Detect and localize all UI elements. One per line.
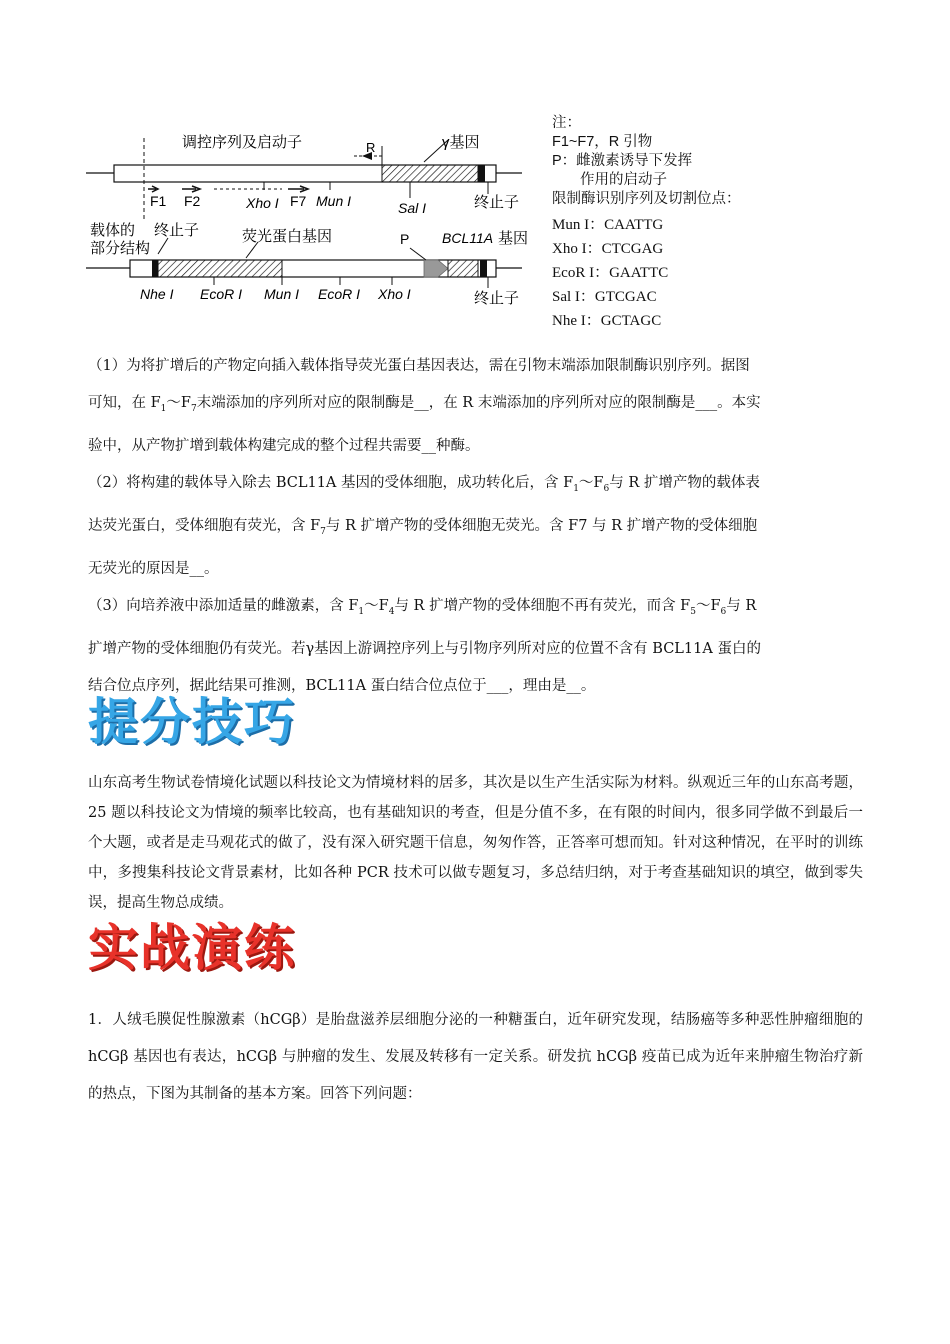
label-p: P: [400, 231, 410, 247]
questions-block: [88, 348, 863, 705]
q1-line-b: 可知，在 $F_1\sim F_7$末端添加的序列所对应的限制酶是__，在 R 末端添加的序列所对应的限制酶是___。本实: [88, 395, 761, 414]
label-terminator-top: 终止子: [474, 194, 520, 211]
enzyme-ecor: EcoR I：GAATTC: [552, 265, 669, 281]
label-fluorescent: 荧光蛋白基因: [242, 228, 333, 245]
tips-banner: 提分技巧: [88, 693, 296, 751]
fluorescent-gene-region: [158, 260, 282, 277]
label-xho-bottom: Xho I: [378, 286, 411, 302]
f7-arrow: [288, 186, 308, 192]
notes-line2: P：雌激素诱导下发挥: [552, 153, 693, 169]
diagram-notes: [552, 114, 782, 333]
label-gamma: γ基因: [442, 134, 480, 151]
tips-paragraph: 山东高考生物试卷情境化试题以科技论文为情境材料的居多，其次是以生产生活实际为材料。纵观近三年的山东高考题，25 题以科技论文为情境的频率比较高，也有基础知识的考查，但是分值不多，在有限的时间内，很多同学做不到最后一个大题，或者是走马观花式的做了，没有深入研究题干信息，匆匆作答，正答率可想而知。针对这种情况，在平时的训练中，多搜集科技论文背景素材，比如各种 PCR 技术可以做专题复习，多总结归纳，对于考查基础知识的填空，做到零失误，提高生物总成绩。: [88, 775, 863, 911]
practice-banner: 实战演练: [88, 919, 296, 977]
terminator-mid-leader: [158, 238, 168, 254]
bottom-terminator-block-left: [152, 260, 158, 277]
bottom-terminator-block-right: [480, 260, 487, 277]
p-leader: [410, 248, 426, 260]
label-bcl11a-suffix: 基因: [498, 230, 529, 247]
label-terminator-mid: 终止子: [154, 222, 200, 239]
label-regulatory: 调控序列及启动子: [182, 134, 303, 151]
enzyme-sal: Sal I：GTCGAC: [552, 289, 657, 305]
label-bcl11a: BCL11A: [442, 230, 494, 246]
f2-arrow: [182, 186, 200, 192]
notes-line3: 作用的启动子: [580, 172, 667, 188]
label-xho-top: Xho I: [246, 195, 279, 211]
q3-line-b: 扩增产物的受体细胞仍有荧光。若γ基因上游调控序列上与引物序列所对应的位置不含有 BCL11A 蛋白的: [88, 640, 761, 657]
notes-line4: 限制酶识别序列及切割位点：: [552, 191, 741, 207]
q3-line-a: （3）向培养液中添加适量的雌激素，含 $F_1\sim F_4$与 R 扩增产物的受体细胞不再有荧光，而含 $F_5\sim F_6$与 R: [88, 597, 757, 617]
diagram-svg: [86, 110, 556, 335]
label-f1: F1: [150, 193, 167, 209]
notes-line1: F1~F7，R 引物: [552, 134, 653, 150]
label-mun-bottom: Mun I: [264, 286, 300, 302]
label-nhe: Nhe I: [140, 286, 174, 302]
practice-paragraph: 1．人绒毛膜促性腺激素（hCGβ）是胎盘滋养层细胞分泌的一种糖蛋白，近年研究发现，结肠癌等多种恶性肿瘤细胞的 hCGβ 基因也有表达，hCGβ 与肿瘤的发生、发展及转移有一定关系。研发抗 hCGβ 疫苗已成为近年来肿瘤生物治疗新的热点，下图为其制备的基本方案。回答下列问题：: [88, 1012, 863, 1102]
label-terminator-bottom: 终止子: [474, 290, 520, 307]
label-f2: F2: [184, 193, 201, 209]
label-mun-top: Mun I: [316, 193, 352, 209]
q1-line-c: 验中，从产物扩增到载体构建完成的整个过程共需要__种酶。: [88, 437, 480, 454]
label-r: R: [366, 140, 376, 155]
label-vector-part-2: 部分结构: [90, 240, 151, 257]
q2-line-c: 无荧光的原因是__。: [88, 560, 219, 577]
enzyme-nhe: Nhe I：GCTAGC: [552, 313, 662, 329]
bcl11a-gene-region: [448, 260, 478, 277]
enzyme-mun: Mun I：CAATTG: [552, 217, 664, 233]
label-f7: F7: [290, 193, 307, 209]
top-terminator-block: [478, 165, 485, 182]
q2-line-a: （2）将构建的载体导入除去 BCL11A 基因的受体细胞，成功转化后，含 $F_1\sim F_6$与 R 扩增产物的载体表: [88, 474, 760, 494]
q1-line-a: （1）为将扩增后的产物定向插入载体指导荧光蛋白基因表达，需在引物末端添加限制酶识别序列。据图: [88, 358, 750, 374]
q3-line-c: 结合位点序列，据此结果可推测，BCL11A 蛋白结合位点位于___，理由是__。: [88, 677, 596, 694]
label-ecor1: EcoR I: [200, 286, 243, 302]
notes-title: 注：: [552, 115, 581, 131]
label-vector-part-1: 载体的: [90, 222, 136, 239]
label-sal: Sal I: [398, 200, 427, 216]
label-ecor2: EcoR I: [318, 286, 361, 302]
q2-line-b: 达荧光蛋白，受体细胞有荧光，含 $F_7$与 R 扩增产物的受体细胞无荧光。含 F7 与 R 扩增产物的受体细胞: [88, 517, 758, 537]
f1-arrow: [148, 186, 158, 192]
gamma-gene-region: [382, 165, 478, 182]
enzyme-xho: Xho I：CTCGAG: [552, 241, 664, 257]
